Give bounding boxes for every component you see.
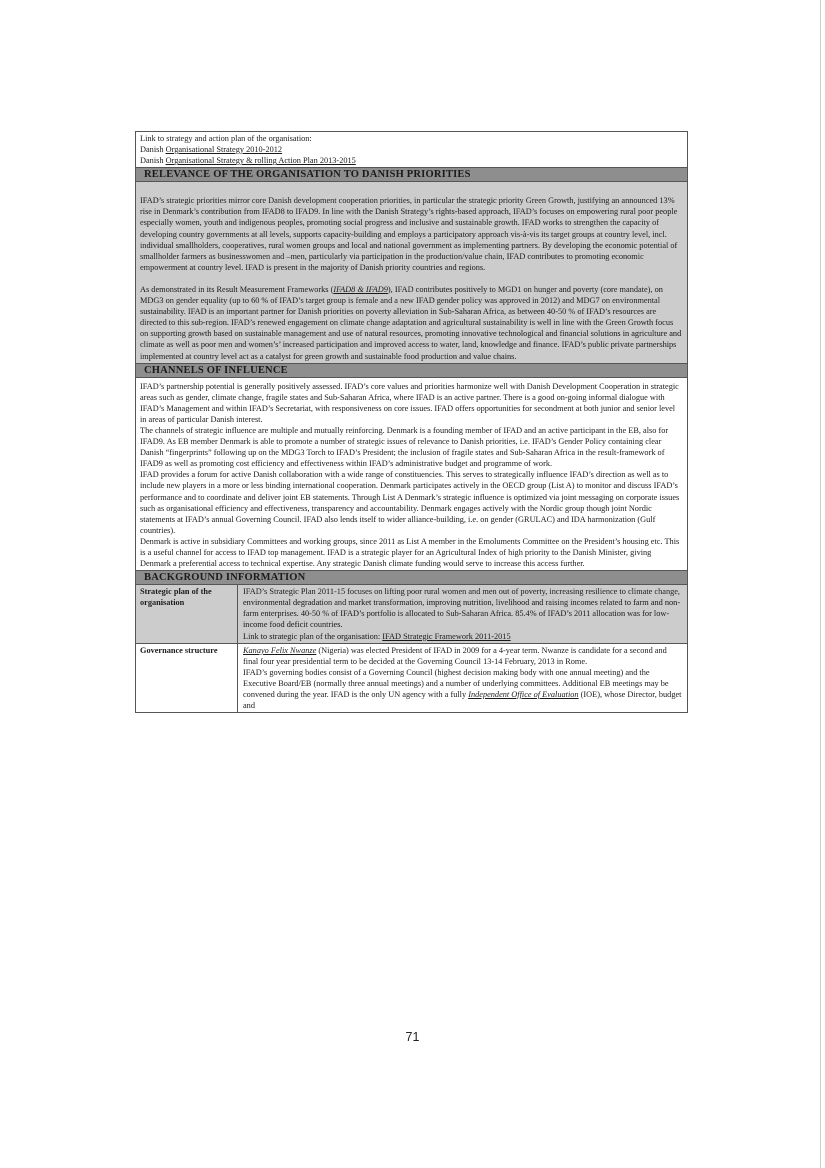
strategy-link-line-2: [140, 155, 682, 166]
strategic-plan-link-line: [243, 631, 682, 642]
page-edge: [820, 0, 821, 1168]
channels-paragraph-1: IFAD’s partnership potential is generally positively assessed. IFAD’s core values and priorities harmonize well with Danish Development Cooperation in strategic areas such as gender, climate change, fragile states and Sub-Saharan Africa, where IFAD is an active partner. There is a good on-going informal dialogue with IFAD’s Management and within IFAD’s Secretariat, with responsiveness on core issues. IFAD offers opportunities for secondment at both junior and senior level in areas of particular Danish interest.: [140, 381, 679, 424]
governance-paragraph-1: [243, 645, 682, 667]
channels-heading: CHANNELS OF INFLUENCE: [136, 364, 687, 378]
channels-paragraph-3: IFAD provides a forum for active Danish collaboration with a wide range of constituencies. This serves to strategically influence IFAD’s direction as well as to include new players in a more or less binding international cooperation. Denmark participates actively in the OECD group (List A) to monitor and discuss IFAD’s performance and to coordinate and deliver joint EB statements. Through List A Denmark’s strategic influence is optimized via joint messaging on corporate issues such as organisational efficiency and effectiveness, transparency and accountability. Denmark engages actively with the Nordic group though joint Nordic statements at IFAD’s annual Governing Council. IFAD also lends itself to wider alliance-building, i.e. on gender (GRULAC) and IDA harmonization (Gulf countries).: [140, 470, 680, 535]
channels-paragraph-4: Denmark is active in subsidiary Committees and working groups, since 2011 as List A member in the Emoluments Committee on the President’s housing etc. This is a useful channel for access to IFAD top management. IFAD is a strategic player for an Agricultural Index of high priority to the Danish Minister, giving Denmark a preferential access to technical expertise. Any strategic Danish climate funding would serve to increase this access further.: [140, 536, 680, 569]
independent-office-of-evaluation-link[interactable]: Independent Office of Evaluation: [468, 690, 579, 700]
relevance-paragraph-2: [140, 284, 682, 362]
relevance-section: [136, 182, 687, 363]
strategic-plan-label: Strategic plan of the organisation: [136, 585, 238, 642]
strategy-link-2013-2015[interactable]: Organisational Strategy & rolling Action Plan 2013-2015: [165, 156, 356, 166]
strategy-link-2-prefix: Danish: [140, 156, 166, 166]
ifad9-link[interactable]: IFAD9: [365, 284, 388, 294]
strategy-link-line-1: [140, 144, 682, 155]
strategic-plan-cell: [238, 585, 687, 642]
governance-p2-after: (IOE), whose Director, budget and: [243, 690, 682, 711]
relevance-p2-after: ), IFAD contributes positively to MGD1 on hunger and poverty (core mandate), on MDG3 on gender equality (up to 60 % of IFAD’s target group is female and a new IFAD gender policy was approved in 2012) and MDG7 on environmental sustainability. IFAD is an important partner for Danish priorities on poverty alleviation in Sub-Saharan Africa, as between 40-50 % of IFAD’s resources are directed to this sub-region. IFAD’s renewed engagement on climate change adaptation and agricultural sustainability is well in line with the Green Growth focus on supporting growth based on sustainable management and use of natural resources, promoting innovative technological and financial solutions in agriculture and climate as well as poor men and women’s’ increased participation and improved access to water, land, knowledge and finance. IFAD’s public private partnerships implemented at country level act as a catalyst for green growth and sustainable food production and value chains.: [140, 284, 682, 361]
ifad-strategic-framework-link[interactable]: IFAD Strategic Framework 2011-2015: [382, 631, 511, 641]
channels-section: [136, 378, 687, 572]
relevance-p2-mid: &: [355, 284, 366, 294]
strategic-plan-row: [136, 585, 687, 643]
page-number: 71: [405, 1030, 420, 1044]
governance-p1-text: (Nigeria) was elected President of IFAD in 2009 for a 4-year term. Nwanze is candidate for a second and final four year presidential term to be decided at the Governing Council 13-14 February, 2013 in Rome.: [243, 645, 667, 666]
strategy-links-intro: Link to strategy and action plan of the organisation:: [140, 134, 312, 143]
strategic-plan-link-prefix: Link to strategic plan of the organisation:: [243, 631, 383, 641]
governance-cell: [238, 644, 687, 713]
strategy-links-section: [136, 132, 687, 168]
governance-label: Governance structure: [136, 644, 238, 713]
relevance-p2-before: As demonstrated in its Result Measurement Frameworks (: [140, 284, 334, 294]
relevance-heading: RELEVANCE OF THE ORGANISATION TO DANISH PRIORITIES: [136, 168, 687, 182]
relevance-paragraph-1: IFAD’s strategic priorities mirror core Danish development cooperation priorities, in particular the strategic priority Green Growth, justifying an announced 13% rise in Denmark’s contribution from IFAD8 to IFAD9. In line with the Danish Strategy’s rights-based approach, IFAD’s focuses on empowering rural poor people especially women, youth and indigenous peoples, promoting social progress and inclusive and sustainable growth. IFAD works to strengthen the capacity of developing country governments at all levels, supports capacity-building and employs a participatory approach vis-à-vis its target groups at country level, incl. individual smallholders, cooperatives, rural women groups and local and national government as implementing partners. By developing the economic potential of smallholder farmers as businesswomen and –men, particularly via participation in the production/value chain, IFAD contributes to promoting economic empowerment at country level. IFAD is present in the majority of Danish priority countries and regions.: [140, 196, 678, 272]
strategic-plan-text: IFAD’s Strategic Plan 2011-15 focuses on lifting poor rural women and men out of poverty, increasing resilience to climate change, environmental degradation and market transformation, improving nutrition, livelihood and raising incomes related to farm and non-farm enterprises. 40-50 % of IFAD’s portfolio is allocated to Sub-Saharan Africa. 85.4% of IFAD’s 2011 allocation was for low-income food deficit countries.: [243, 587, 681, 630]
document-table: [135, 131, 688, 713]
strategy-link-2010-2012[interactable]: Organisational Strategy 2010-2012: [165, 145, 283, 155]
president-link[interactable]: Kanayo Felix Nwanze: [243, 645, 317, 655]
governance-p2-before: IFAD’s governing bodies consist of a Governing Council (highest decision making body with one annual meeting) and the Executive Board/EB (normally three annual meetings) and a number of underlying committees. Additional EB meetings may be convened during the year. IFAD is the only UN agency with a fully: [243, 667, 669, 700]
strategy-link-1-prefix: Danish: [140, 145, 166, 155]
ifad8-link[interactable]: IFAD8: [333, 284, 356, 294]
channels-paragraph-2: The channels of strategic influence are multiple and mutually reinforcing. Denmark is a founding member of IFAD and an active participant in the EB, also for IFAD9. As EB member Denmark is able to promote a number of strategic issues of relevance to Danish priorities, i.e. IFAD’s Gender Policy containing clear Danish “fingerprints” following up on the MDG3 Torch to IFAD’s President; the inclusion of fragile states and Sub-Saharan Africa in the result-framework of IFAD9 as well as promoting cost efficiency and effectiveness within IFAD’s administrative budget and programme of work.: [140, 425, 669, 469]
background-heading: BACKGROUND INFORMATION: [136, 571, 687, 585]
governance-paragraph-2: [243, 667, 682, 711]
governance-row: [136, 644, 687, 713]
